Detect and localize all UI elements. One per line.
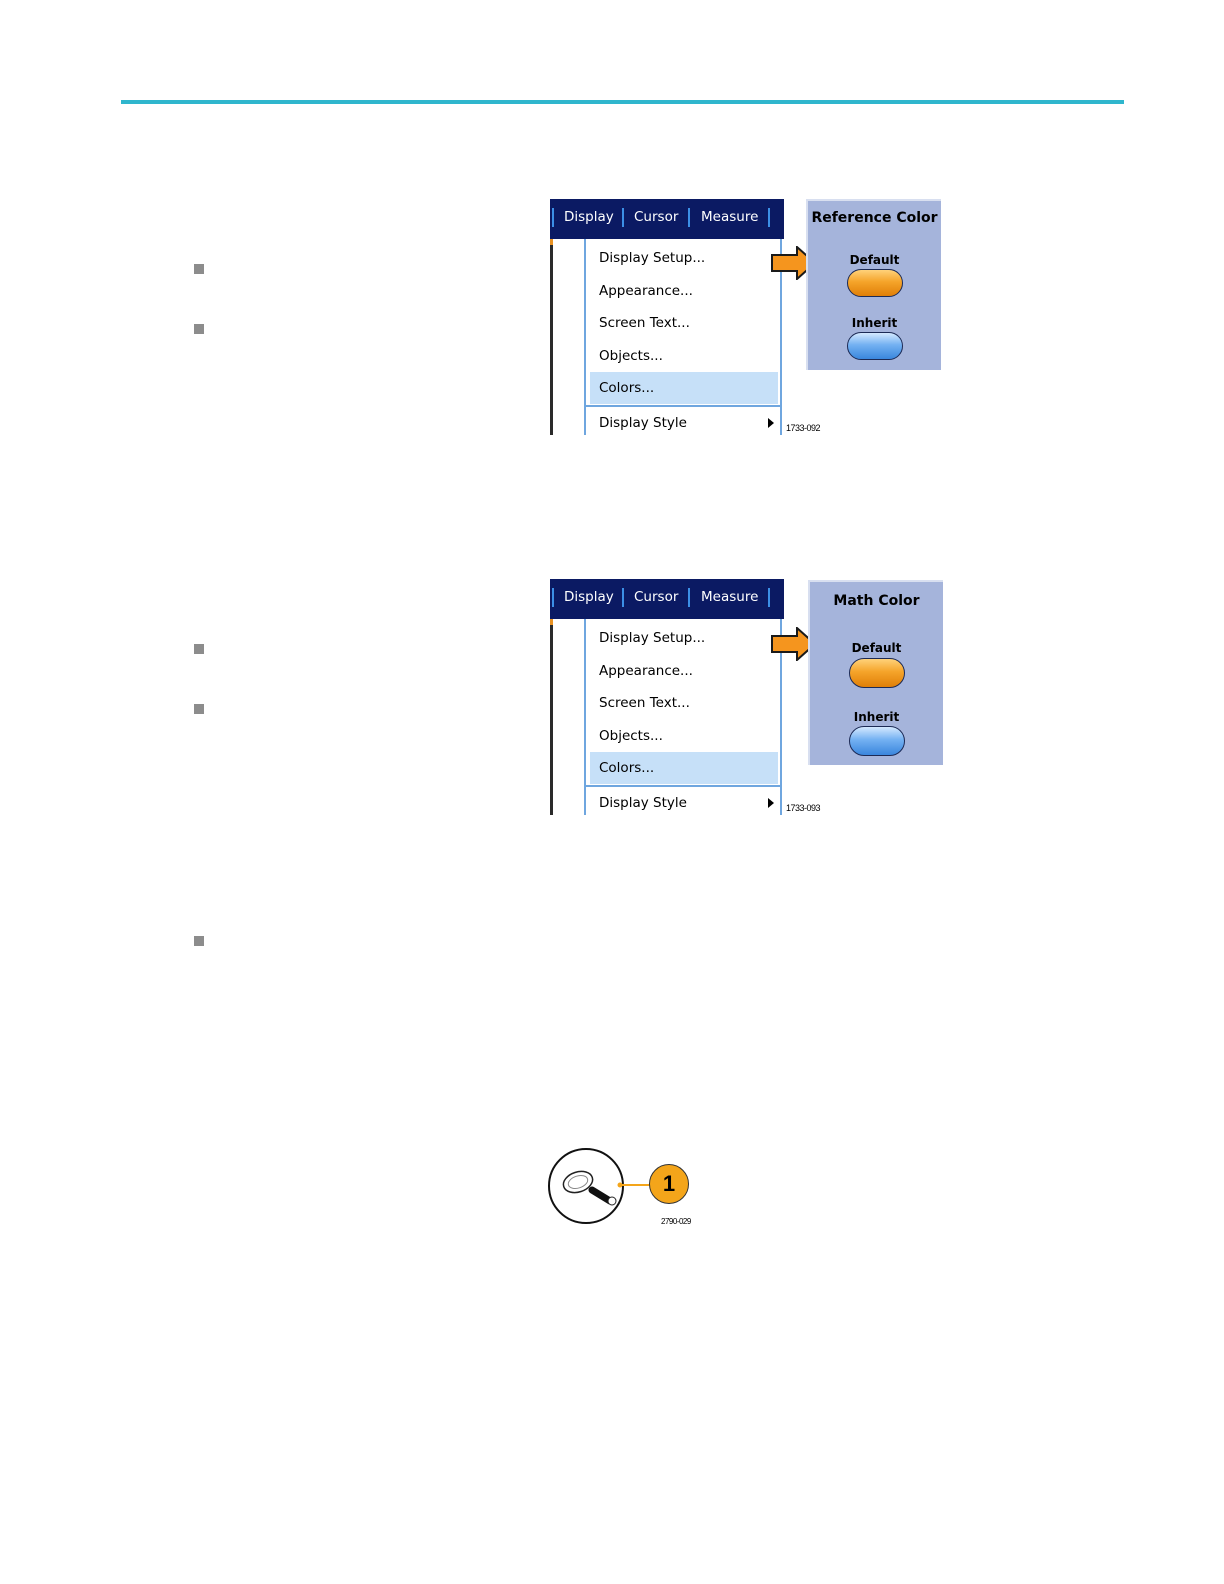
bullet-marker [194,644,204,654]
menu-separator [688,588,690,607]
default-button[interactable] [849,658,905,688]
menu-separator [688,208,690,227]
menu-item-appearance[interactable]: Appearance... [599,663,693,679]
menu-screenshot [550,199,784,435]
menu-bar [550,579,784,619]
window-edge [550,239,553,435]
header-rule [121,100,1124,104]
menu-item-appearance[interactable]: Appearance... [599,283,693,299]
default-label: Default [849,253,900,267]
math-color-panel [808,580,943,765]
inherit-button[interactable] [849,726,905,756]
menu-tab-display[interactable]: Display [564,589,614,605]
bullet-marker [194,324,204,334]
menu-item-display-setup[interactable]: Display Setup... [599,250,706,266]
menu-item-display-style[interactable] [590,787,778,815]
inherit-button[interactable] [847,332,903,360]
menu-separator [622,588,624,607]
submenu-arrow-icon [768,418,774,428]
menu-item-display-setup[interactable]: Display Setup... [599,630,706,646]
panel-title: Math Color [833,593,920,609]
menu-tab-cursor[interactable]: Cursor [634,209,679,225]
submenu-arrow-icon [768,798,774,808]
figure-number: 1733-092 [786,423,821,433]
reference-color-panel [806,199,941,370]
menu-item-objects[interactable]: Objects... [599,348,663,364]
bullet-marker [194,936,204,946]
inherit-label: Inherit [851,316,898,330]
menu-separator [552,208,554,227]
default-button[interactable] [847,269,903,297]
menu-item-colors[interactable]: Colors... [590,372,778,404]
menu-separator [768,208,770,227]
menu-item-screen-text[interactable]: Screen Text... [599,315,690,331]
menu-screenshot [550,579,784,815]
menu-bar [550,199,784,239]
menu-item-colors[interactable]: Colors... [590,752,778,784]
menu-separator [768,588,770,607]
display-dropdown [555,619,782,815]
menu-tab-measure[interactable]: Measure [701,589,759,605]
panel-title: Reference Color [811,210,938,226]
inherit-label: Inherit [853,710,900,724]
figure-number: 1733-093 [786,803,821,813]
menu-tab-display[interactable]: Display [564,209,614,225]
figure-number: 2790-029 [661,1217,691,1226]
display-dropdown [555,239,782,435]
window-edge [550,619,553,815]
callout-number: 1 [649,1164,689,1204]
menu-item-label: Display Style [599,795,687,811]
bullet-marker [194,704,204,714]
menu-separator [622,208,624,227]
menu-tab-measure[interactable]: Measure [701,209,759,225]
bullet-marker [194,264,204,274]
default-label: Default [851,641,902,655]
menu-separator [552,588,554,607]
menu-item-label: Display Style [599,415,687,431]
menu-item-screen-text[interactable]: Screen Text... [599,695,690,711]
menu-item-objects[interactable]: Objects... [599,728,663,744]
menu-item-display-style[interactable] [590,407,778,435]
menu-tab-cursor[interactable]: Cursor [634,589,679,605]
